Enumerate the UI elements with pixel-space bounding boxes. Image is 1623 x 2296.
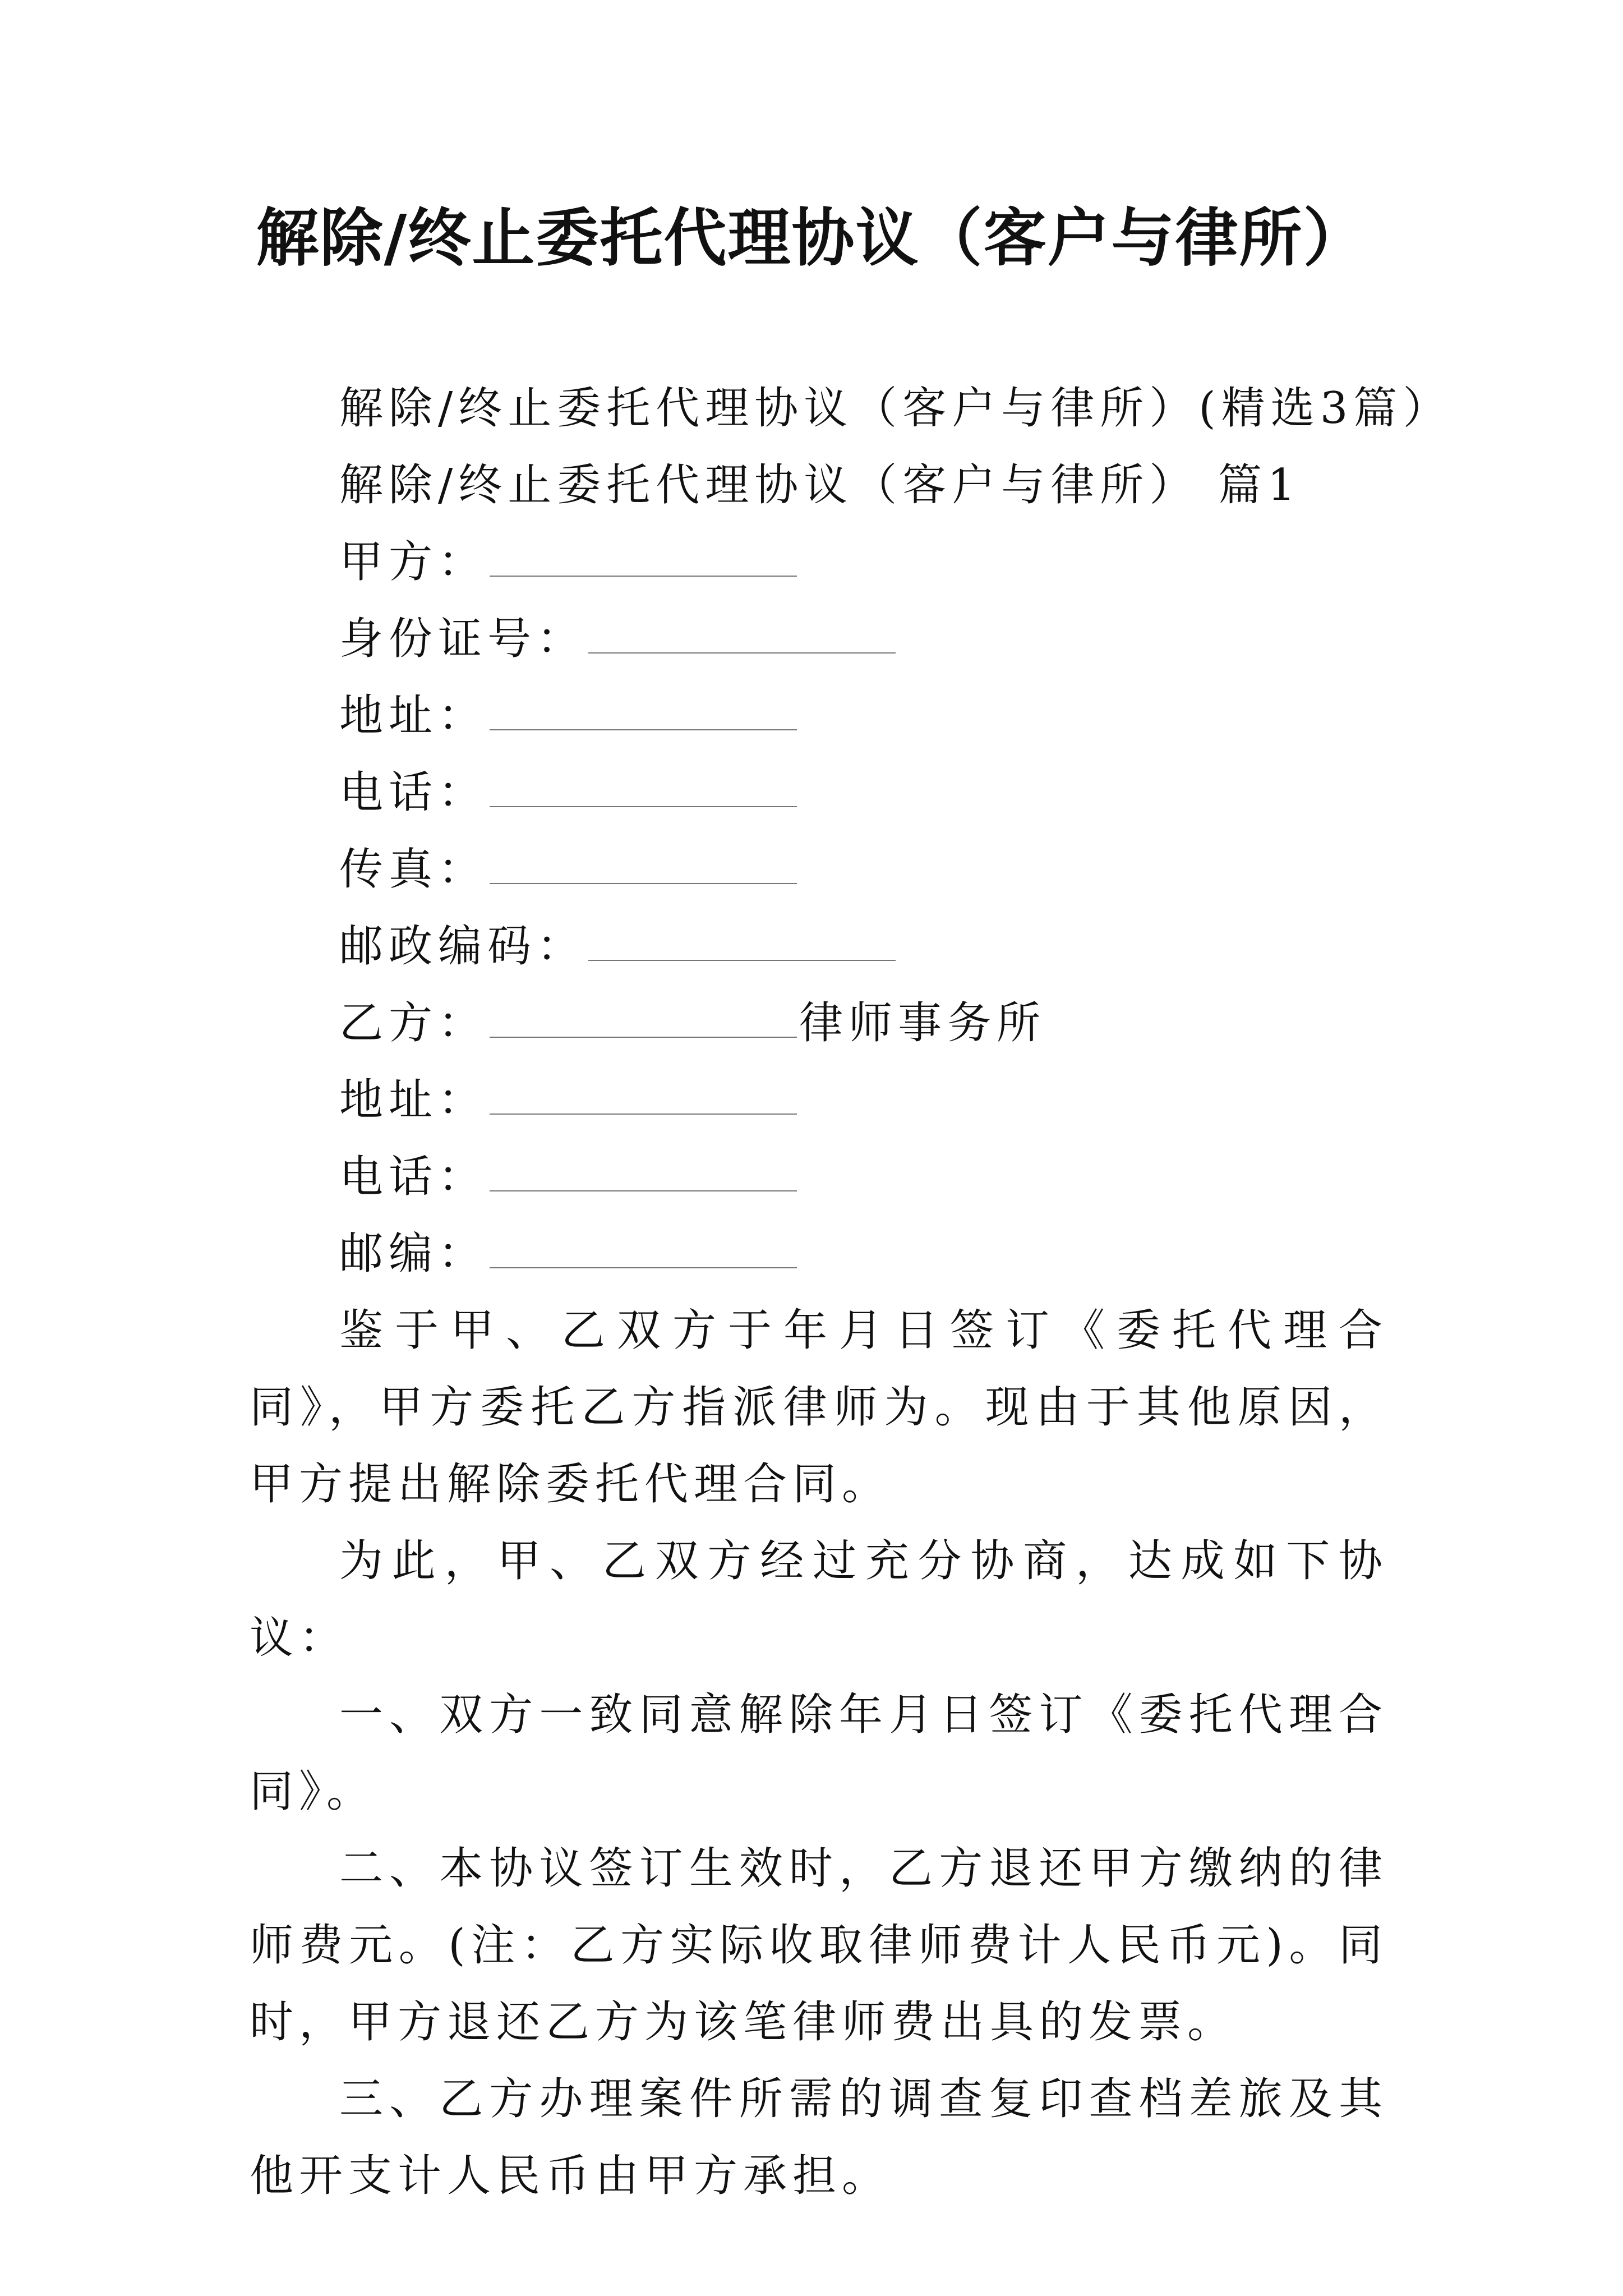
field-label: 地址： (339, 1075, 488, 1125)
field-label: 邮编： (339, 1228, 488, 1279)
fill-blank (490, 1081, 797, 1115)
section-heading: 解除/终止委托代理协议（客户与律所） 篇1 (339, 460, 1301, 510)
party-b-name-field (250, 985, 1388, 1062)
field-label: 传真： (339, 844, 488, 895)
fill-blank (588, 620, 896, 654)
paragraph-clause-2: 二、本协议签订生效时，乙方退还甲方缴纳的律师费元。(注：乙方实际收取律师费计人民币元)。同时，甲方退还乙方为该笔律师费出具的发票。 (250, 1843, 1388, 2047)
fill-blank (490, 1158, 797, 1191)
party-b-phone-field (250, 1139, 1388, 1216)
party-a-postcode-field (250, 908, 1388, 985)
paragraph-clause-3: 三、乙方办理案件所需的调查复印查档差旅及其他开支计人民币由甲方承担。 (250, 2074, 1388, 2201)
field-label: 邮政编码： (339, 921, 587, 972)
field-label: 甲方： (339, 537, 488, 587)
fill-blank (588, 927, 896, 961)
field-label: 电话： (339, 1152, 488, 1202)
fill-blank (490, 697, 797, 730)
party-b-address-field (250, 1062, 1388, 1139)
fill-blank (490, 1004, 797, 1038)
document-body (250, 370, 1453, 2215)
law-firm-suffix: 律师事务所 (799, 998, 1046, 1048)
field-label: 身份证号： (339, 614, 587, 664)
fill-blank (490, 1235, 797, 1268)
document-title: 解除/终止委托代理协议（客户与律所） (256, 201, 1367, 275)
paragraph-recital: 鉴于甲、乙双方于年月日签订《委托代理合同》，甲方委托乙方指派律师为。现由于其他原因，甲方提出解除委托代理合同。 (250, 1305, 1388, 1510)
field-label: 电话： (339, 767, 488, 818)
fill-blank (490, 850, 797, 884)
party-a-fax-field (250, 831, 1388, 908)
fill-blank (490, 774, 797, 807)
party-a-address-field (250, 678, 1388, 754)
party-a-name-field (250, 524, 1388, 601)
document-subtitle: 解除/终止委托代理协议（客户与律所）(精选3篇） (339, 383, 1453, 434)
paragraph-agreement-intro: 为此，甲、乙双方经过充分协商，达成如下协议： (250, 1536, 1388, 1663)
party-a-id-field (250, 601, 1388, 678)
paragraph-clause-1: 一、双方一致同意解除年月日签订《委托代理合同》。 (250, 1690, 1388, 1817)
fill-blank (490, 543, 797, 577)
party-b-postcode-field (250, 1216, 1388, 1292)
field-label: 地址： (339, 691, 488, 741)
party-a-phone-field (250, 754, 1388, 831)
field-label: 乙方： (339, 998, 488, 1048)
